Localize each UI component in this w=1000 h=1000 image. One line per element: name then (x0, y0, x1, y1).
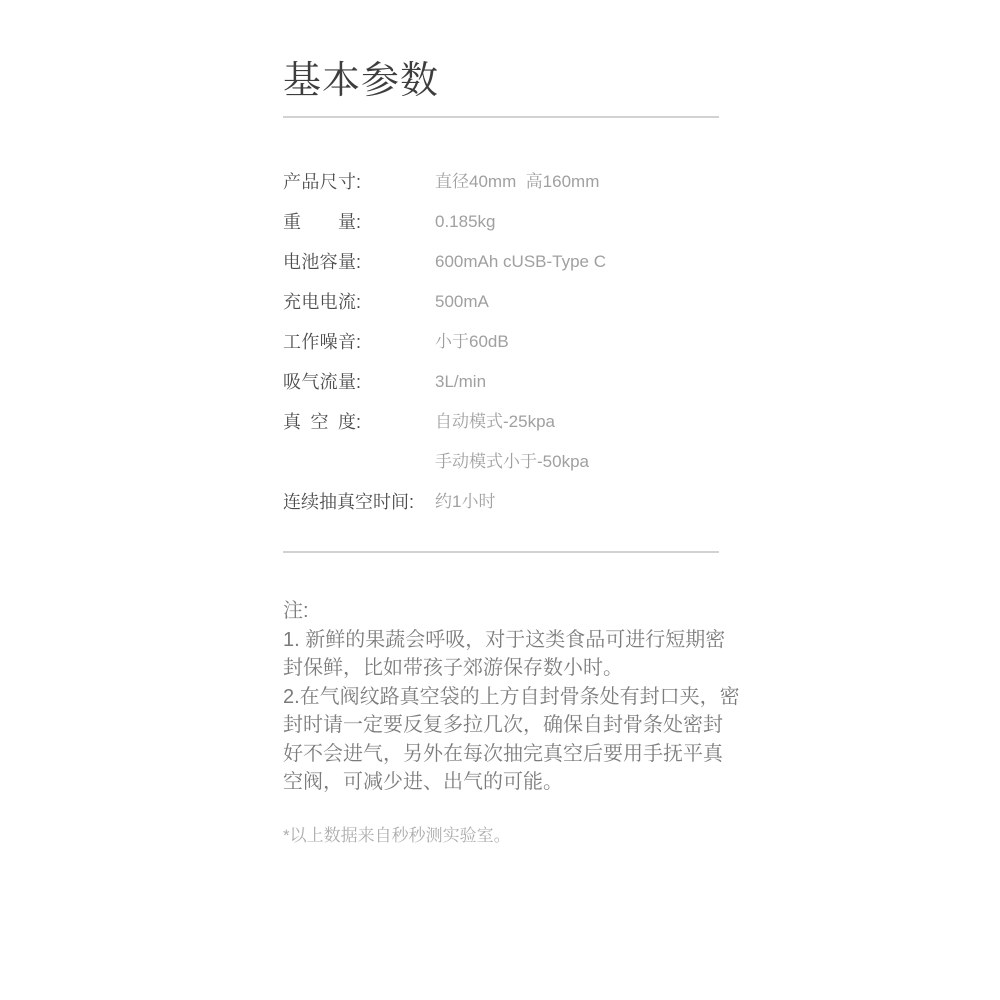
spec-row-vacuum-degree (283, 402, 719, 482)
spec-row-vacuum-time (283, 482, 719, 522)
spec-row-charge-current (283, 282, 719, 322)
notes-block (283, 597, 740, 797)
spec-value: 600mAh cUSB-Type C (435, 252, 607, 271)
spec-label-text: 重量 (283, 212, 356, 232)
note-line: 好不会进气，另外在每次抽完真空后要用手抚平真 (283, 742, 723, 765)
spec-label-text: 工作噪音 (283, 332, 356, 352)
spec-label-colon: : (356, 412, 362, 432)
spec-label-text: 吸气流量 (283, 372, 356, 392)
spec-label-colon: : (356, 252, 362, 272)
spec-row-noise (283, 322, 719, 362)
spec-label-text: 真空度 (283, 412, 356, 432)
spec-value: 直径40mm 高160mm (435, 172, 600, 191)
spec-label-colon: : (356, 172, 362, 192)
note-line: 2.在气阀纹路真空袋的上方自封骨条处有封口夹，密 (283, 685, 740, 708)
title-divider (283, 116, 719, 118)
page-title: 基本参数 (283, 60, 440, 102)
spec-value: 小于60dB (435, 332, 509, 351)
spec-label (283, 322, 435, 362)
spec-value: 约1小时 (435, 492, 496, 511)
note-line: 1. 新鲜的果蔬会呼吸，对于这类食品可进行短期密 (283, 628, 726, 651)
spec-label-text: 连续抽真空时间 (283, 492, 409, 512)
spec-value-auto-mode: 自动模式-25kpa (435, 412, 555, 431)
spec-label-text: 产品尺寸 (283, 172, 356, 192)
spec-row-battery (283, 242, 719, 282)
spec-label-text: 充电电流 (283, 292, 356, 312)
spec-label (283, 242, 435, 282)
spec-label-colon: : (356, 372, 362, 392)
note-line: 封保鲜，比如带孩子郊游保存数小时。 (283, 657, 623, 679)
note-line: 空阀，可减少进、出气的可能。 (283, 771, 563, 793)
spec-label (283, 162, 435, 202)
spec-label-text: 电池容量 (283, 252, 356, 272)
note-heading: 注: (283, 600, 309, 622)
spec-table (283, 162, 719, 522)
spec-label-colon: : (409, 492, 415, 512)
spec-value: 0.185kg (435, 212, 496, 231)
spec-label (283, 202, 435, 242)
spec-value: 3L/min (435, 372, 487, 391)
spec-sheet (283, 59, 740, 850)
spec-row-product-size (283, 162, 719, 202)
spec-label (283, 362, 435, 402)
footnote: *以上数据来自秒秒测实验室。 (283, 825, 511, 845)
spec-label-colon: : (356, 332, 362, 352)
spec-value-manual-mode: 手动模式小于-50kpa (435, 452, 589, 471)
spec-value: 500mA (435, 292, 489, 311)
spec-label (283, 482, 435, 522)
spec-row-airflow (283, 362, 719, 402)
spec-label (283, 282, 435, 322)
spec-label-colon: : (356, 212, 362, 232)
spec-label-colon: : (356, 292, 362, 312)
note-line: 封时请一定要反复多拉几次，确保自封骨条处密封 (283, 714, 723, 736)
spec-row-weight (283, 202, 719, 242)
section-divider (283, 551, 719, 553)
spec-label (283, 402, 435, 442)
